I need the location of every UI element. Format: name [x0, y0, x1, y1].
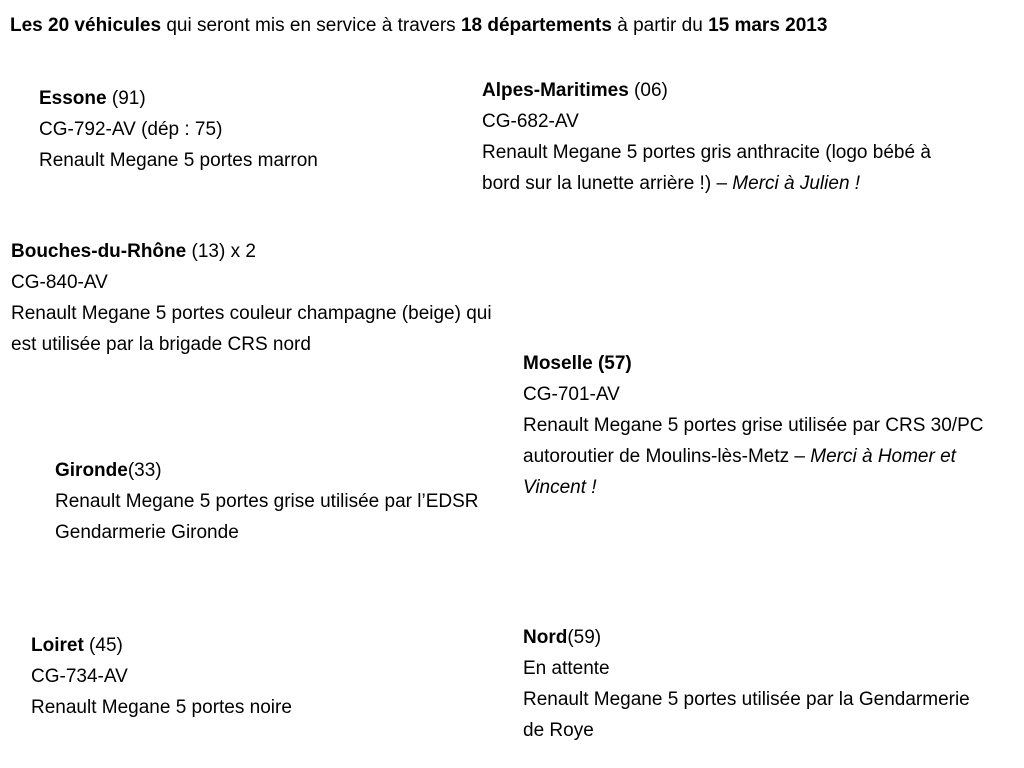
department-code: (33)	[127, 460, 162, 481]
department-name: Gironde	[55, 460, 128, 481]
department-heading	[523, 348, 1021, 379]
department-block-alpes-maritimes	[482, 75, 972, 199]
license-plate: CG-682-AV	[482, 111, 579, 132]
department-code: (59)	[567, 627, 602, 648]
department-heading	[11, 236, 496, 267]
vehicle-description: Renault Megane 5 portes utilisée par la Gendarmerie de Roye	[523, 689, 970, 741]
department-code: (06)	[628, 80, 668, 101]
title-text: qui seront mis en service à travers	[161, 15, 461, 36]
license-plate: CG-701-AV	[523, 384, 620, 405]
department-code: (45)	[83, 635, 123, 656]
department-block-bouches-du-rhone	[11, 236, 496, 360]
department-name: Moselle (57)	[523, 353, 632, 374]
department-block-loiret	[31, 630, 451, 723]
thanks-note: Merci à Julien !	[732, 173, 861, 194]
department-heading	[55, 455, 500, 486]
vehicle-description-text: Renault Megane 5 portes grise utilisée par CRS 30/PC autoroutier de Moulins-lès-Metz –	[523, 415, 984, 467]
title-vehicle-count: Les 20 véhicules	[10, 15, 162, 36]
department-heading	[523, 622, 993, 653]
vehicle-description: Renault Megane 5 portes couleur champagne (beige) qui est utilisée par la brigade CRS nord	[11, 303, 492, 355]
department-name: Alpes-Maritimes	[482, 80, 629, 101]
title-text-date-intro: à partir du	[611, 15, 709, 36]
department-name: Essone	[39, 88, 107, 109]
thanks-note: Merci à Homer et Vincent !	[523, 446, 956, 498]
department-block-nord	[523, 622, 993, 746]
vehicle-description: Renault Megane 5 portes noire	[31, 697, 292, 718]
department-code: (91)	[106, 88, 146, 109]
license-plate: CG-792-AV (dép : 75)	[39, 119, 223, 140]
vehicle-description: Renault Megane 5 portes grise utilisée par l’EDSR Gendarmerie Gironde	[55, 491, 479, 543]
title-date: 15 mars 2013	[708, 15, 828, 36]
license-plate: CG-840-AV	[11, 272, 108, 293]
vehicle-description: Renault Megane 5 portes marron	[39, 150, 318, 171]
department-heading	[31, 630, 451, 661]
license-plate: CG-734-AV	[31, 666, 128, 687]
department-name: Nord	[523, 627, 568, 648]
department-name: Bouches-du-Rhône	[11, 241, 187, 262]
vehicle-description	[523, 410, 1021, 503]
department-name: Loiret	[31, 635, 84, 656]
page-title	[10, 13, 1015, 39]
status-text: En attente	[523, 658, 610, 679]
department-block-essone	[39, 83, 459, 176]
department-block-moselle	[523, 348, 1021, 503]
department-heading	[39, 83, 459, 114]
department-heading	[482, 75, 972, 106]
department-block-gironde	[55, 455, 500, 548]
vehicle-description-text: Renault Megane 5 portes gris anthracite (logo bébé à bord sur la lunette arrière !) –	[482, 142, 931, 194]
department-code: (13) x 2	[186, 241, 256, 262]
title-department-count: 18 départements	[460, 15, 612, 36]
vehicle-description	[482, 137, 972, 199]
